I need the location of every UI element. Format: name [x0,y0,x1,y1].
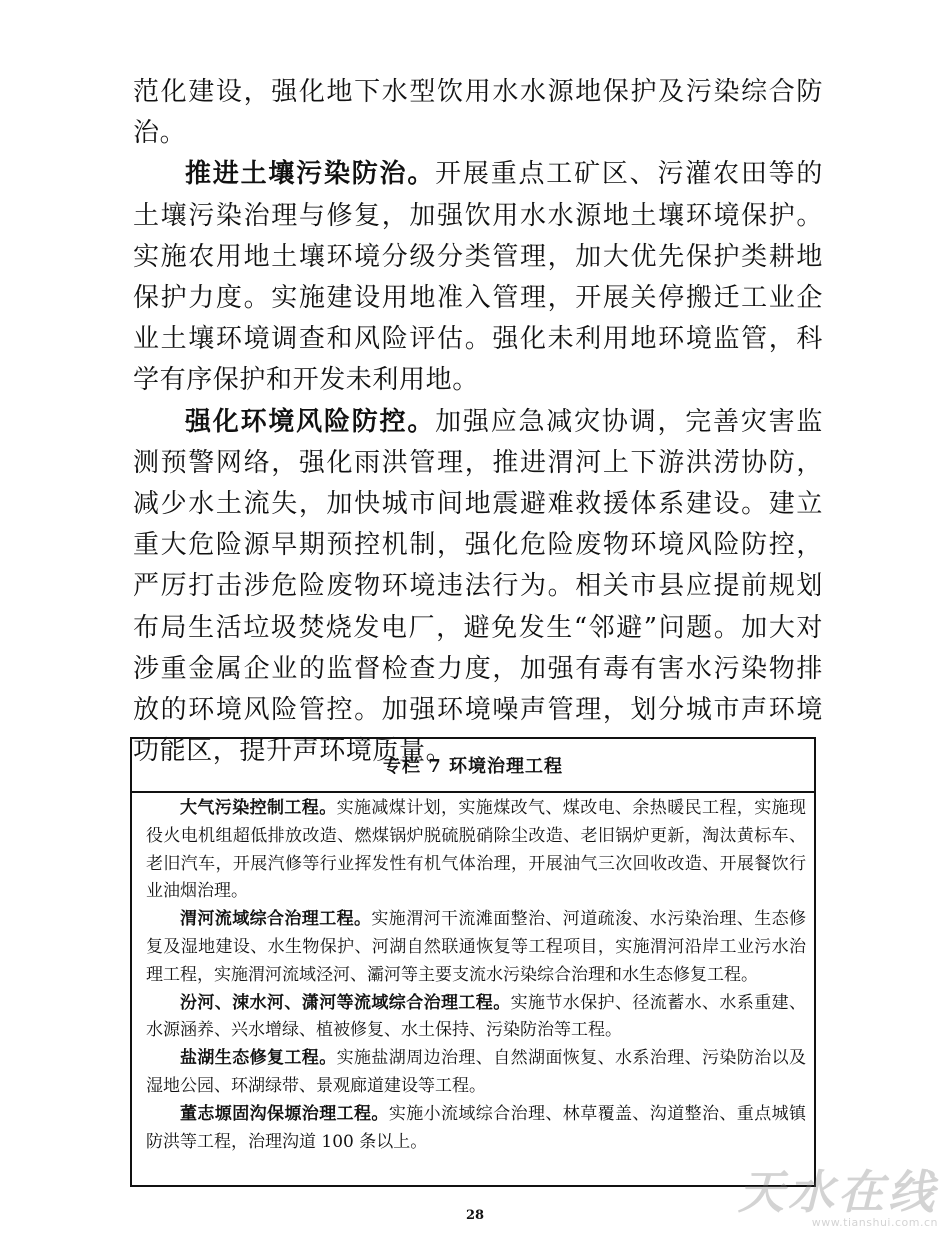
paragraph-continuation [133,72,823,154]
page-number: 28 [465,1208,485,1223]
box-item-lead: 大气污染控制工程。 [180,798,337,818]
paragraph-text: 加强应急减灾协调，完善灾害监测预警网络，强化雨洪管理，推进渭河上下游洪涝协防，减少水土流失，加快城市间地震避难救援体系建设。建立重大危险源早期预控机制，强化危险废物环境风险防控，严厉打击涉危险废物环境违法行为。相关市县应提前规划布局生活垃圾焚烧发电厂，避免发生“邻避”问题。加大对涉重金属企业的监督检查力度，加强有毒有害水污染物排放的环境风险管控。加强环境噪声管理，划分城市声环境功能区，提升声环境质量。 [133,406,823,767]
box-item [146,990,806,1046]
box-item-text: 实施渭河干流滩面整治、河道疏浚、水污染治理、生态修复及湿地建设、水生物保护、河湖自然联通恢复等工程项目，实施渭河沿岸工业污水治理工程，实施渭河流域泾河、灞河等主要支流水污染综合治理和水生态修复工程。 [146,909,807,985]
watermark-mark: 天水在线 [738,1165,938,1219]
box-item-lead: 董志塬固沟保塬治理工程。 [180,1103,389,1124]
box-item-text: 实施减煤计划，实施煤改气、煤改电、余热暖民工程，实施现役火电机组超低排放改造、燃煤锅炉脱硫脱硝除尘改造、老旧锅炉更新，淘汰黄标车、老旧汽车，开展汽修等行业挥发性有机气体治理，开展油气三次回收改造、开展餐饮行业油烟治理。 [146,798,807,902]
box-item-text: 实施盐湖周边治理、自然湖面恢复、水系治理、污染防治以及湿地公园、环湖绿带、景观廊道建设等工程。 [146,1048,807,1096]
paragraph-soil-pollution [133,154,823,401]
paragraph-text: 开展重点工矿区、污灌农田等的土壤污染治理与修复，加强饮用水水源地土壤环境保护。实施农用地土壤环境分级分类管理，加大优先保护类耕地保护力度。实施建设用地准入管理，开展关停搬迁工业企业土壤环境调查和风险评估。强化未利用地环境监管，科学有序保护和开发未利用地。 [133,159,823,396]
watermark-logo [738,1165,938,1238]
box-item [146,906,806,989]
box-item-lead: 汾河、涑水河、潇河等流域综合治理工程。 [180,992,511,1013]
box-item-text: 实施小流域综合治理、林草覆盖、沟道整治、重点城镇防洪等工程，治理沟道 100 条以上。 [146,1103,807,1152]
paragraph-environmental-risk [133,402,823,773]
box-item [146,795,806,906]
paragraph-lead: 强化环境风险防控。 [185,406,436,437]
watermark-url: www.tianshui.com.cn [811,1216,938,1229]
box-title: 专栏 7 环境治理工程 [132,739,814,793]
body-text [133,72,823,772]
box-item-lead: 盐湖生态修复工程。 [180,1048,337,1069]
column-box [130,737,816,1187]
box-item [146,1101,806,1157]
box-item-text: 实施节水保护、径流蓄水、水系重建、水源涵养、兴水增绿、植被修复、水土保持、污染防治等工程。 [146,992,807,1041]
box-item [146,1045,806,1101]
box-item-lead: 渭河流域综合治理工程。 [180,909,372,930]
paragraph-text: 范化建设，强化地下水型饮用水水源地保护及污染综合防治。 [133,77,823,149]
paragraph-lead: 推进土壤污染防治。 [185,159,436,190]
box-body [132,793,814,1156]
